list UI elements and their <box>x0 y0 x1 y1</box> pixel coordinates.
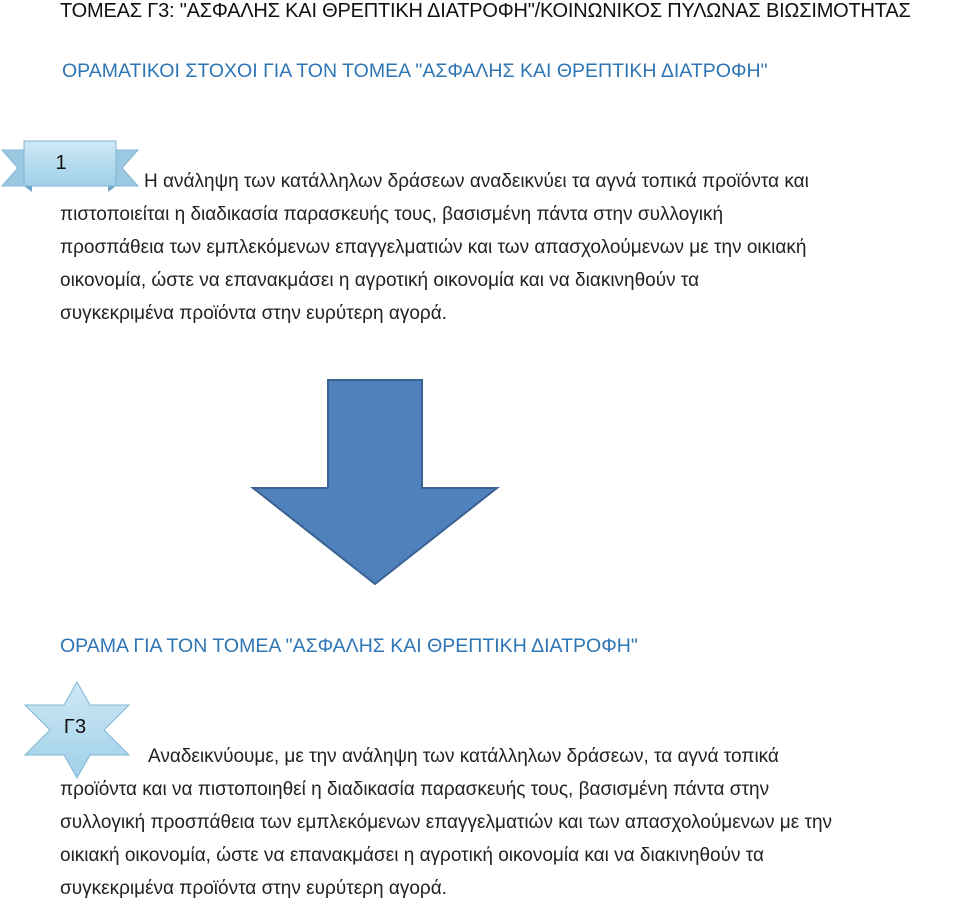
paragraph-text: Η ανάληψη των κατάλληλων δράσεων αναδεικνύει τα αγνά τοπικά προϊόντα και <box>144 171 809 192</box>
paragraph-line: οικιακή οικονομία, ώστε να επανακμάσει η αγροτική οικονομία και να διακινηθούν τα <box>60 845 764 866</box>
paragraph-line: συλλογική προσπάθεια των εμπλεκόμενων επαγγελματιών και των απασχολούμενων με την <box>60 812 833 833</box>
paragraph-line: πιστοποιείται η διαδικασία παρασκευής τους, βασισμένη πάντα στην συλλογική <box>60 204 724 225</box>
paragraph-line: προσπάθεια των εμπλεκόμενων επαγγελματιών και των απασχολούμενων με την οικιακή <box>60 237 807 258</box>
paragraph-line: συγκεκριμένα προϊόντα στην ευρύτερη αγορά. <box>60 303 447 324</box>
section2-paragraph <box>60 740 960 905</box>
section1-title: ΟΡΑΜΑΤΙΚΟΙ ΣΤΟΧΟΙ ΓΙΑ ΤΟΝ ΤΟΜΕΑ "ΑΣΦΑΛΗΣ ΚΑΙ ΘΡΕΠΤΙΚΗ ΔΙΑΤΡΟΦΗ" <box>62 60 768 82</box>
paragraph-text: Αναδεικνύουμε, με την ανάληψη των κατάλληλων δράσεων, τα αγνά τοπικά <box>148 746 779 767</box>
page-heading: ΤΟΜΕΑΣ Γ3: "ΑΣΦΑΛΗΣ ΚΑΙ ΘΡΕΠΤΙΚΗ ΔΙΑΤΡΟΦΗ"/ΚΟΙΝΩΝΙΚΟΣ ΠΥΛΩΝΑΣ ΒΙΩΣΙΜΟΤΗΤΑΣ <box>60 0 911 22</box>
section2-title: ΟΡΑΜΑ ΓΙΑ ΤΟΝ ΤΟΜΕΑ "ΑΣΦΑΛΗΣ ΚΑΙ ΘΡΕΠΤΙΚΗ ΔΙΑΤΡΟΦΗ" <box>60 635 638 657</box>
paragraph-line <box>60 740 960 773</box>
paragraph-line <box>60 165 940 198</box>
badge-code: Γ3 <box>63 716 87 738</box>
section1-paragraph <box>60 165 940 330</box>
badge-number: 1 <box>55 152 67 174</box>
down-arrow-icon <box>250 378 502 588</box>
paragraph-line: προϊόντα και να πιστοποιηθεί η διαδικασία παρασκευής τους, βασισμένη πάντα στην <box>60 779 770 800</box>
paragraph-line: οικονομία, ώστε να επανακμάσει η αγροτική οικονομία και να διακινηθούν τα <box>60 270 700 291</box>
paragraph-line: συγκεκριμένα προϊόντα στην ευρύτερη αγορά. <box>60 878 447 899</box>
